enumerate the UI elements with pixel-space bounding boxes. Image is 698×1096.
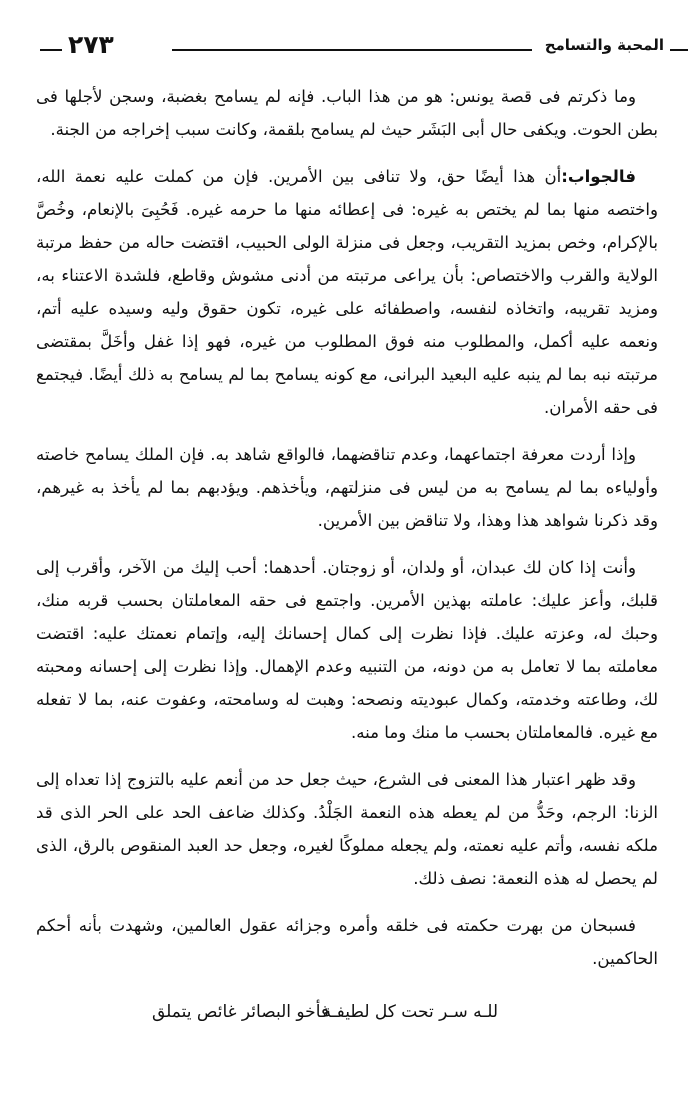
paragraph-4-text: وأنت إذا كان لك عبدان، أو ولدان، أو زوجتان. أحدهما: أحب إليك من الآخر، وأقرب إلى قلبك، وأعز عليك: عاملته بهذين الأمرين. واجتمع فى حقه المعاملتان بحسب قربه منك، وحبك له، وعزته عليك. فإذا نظرت إلى كمال إحسانك إليه، وإتمام نعمتك عليه: اقتضت معاملته بما لا تعامل به من دونه، من التنبيه وعدم الإهمال. وإذا نظرت إلى إحسانه ومحبته لك، وطاعته وخدمته، وكمال عبوديته ونصحه: وهبت له وسامحته، وعفوت عنه، بما لا تفعله مع غيره. فالمعاملتان بحسب ما منك وما منه. <box>36 558 658 742</box>
paragraph-6 <box>36 909 658 975</box>
paragraph-1 <box>36 80 658 146</box>
running-header <box>40 32 674 60</box>
header-rule-left <box>40 49 62 51</box>
body-text <box>36 80 658 989</box>
paragraph-1-text: وما ذكرتم فى قصة يونس: هو من هذا الباب. فإنه لم يسامح بغضبة، وسجن لأجلها فى بطن الحوت. ويكفى حال أبى البَشَر حيث لم يسامح بلقمة، وكانت سبب إخراجه من الجنة. <box>36 87 658 139</box>
poetry-verse <box>60 1002 638 1042</box>
paragraph-5-text: وقد ظهر اعتبار هذا المعنى فى الشرع، حيث جعل حد من أنعم عليه بالتزوج إذا تعداه إلى الزنا: الرجم، وحَدُّ من لم يعطه هذه النعمة الجَلْدُ. وكذلك ضاعف الحد على الحر الذى قد ملكه نفسه، وأتم عليه نعمته، ولم يجعله مملوكًا لغيره، وجعل حد العبد المنقوص بالرق، الذى لم يحصل له هذه النعمة: نصف ذلك. <box>36 770 658 888</box>
running-title: المحبة والتسامح <box>544 36 664 54</box>
paragraph-3-text: وإذا أردت معرفة اجتماعهما، وعدم تناقضهما، فالواقع شاهد به. فإن الملك يسامح خاصته وأولياءه بما لم يسامح به من ليس فى منزلتهم، ويأخذهم. ويؤدبهم بما لم يأخذ به غيرهم، وقد ذكرنا شواهد هذا وهذا، ولا تناقض بين الأمرين. <box>36 445 658 530</box>
verse-first-hemistich: للـه سـر تحت كل لطيفـة <box>322 1002 498 1022</box>
paragraph-4 <box>36 551 658 749</box>
paragraph-2-text: أن هذا أيضًا حق، ولا تنافى بين الأمرين. فإن من كملت عليه نعمة الله، واختصه منها بما لم يختص به غيره: فى إعطائه منها ما حرمه غيره. فَحُبِىَ بالإنعام، وخُصَّ بالإكرام، وخص بمزيد التقريب، وجعل فى منزلة الولى الحبيب، اقتضت حاله من حفظ مرتبة الولاية والقرب والاختصاص: بأن يراعى مرتبته من أدنى مشوش وقاطع، فلشدة الاعتناء به، ومزيد تقريبه، واتخاذه لنفسه، واصطفائه على غيره، تكون حقوق وليه وسيده عليه أتم، ونعمه عليه أكمل، والمطلوب منه فوق المطلوب من غيره، فهو إذا غفل وأخَلَّ بمقتضى مرتبته نبه بما لم ينبه عليه البعيد البرانى، مع كونه يسامح بما لم يسامح به ذلك أيضًا. فيجتمع فى حقه الأمران. <box>36 167 658 417</box>
page-number: ٢٧٣ <box>68 30 114 59</box>
paragraph-2 <box>36 160 658 424</box>
verse-second-hemistich: فأخو البصائر غائص يتملق <box>152 1002 329 1022</box>
paragraph-6-text: فسبحان من بهرت حكمته فى خلقه وأمره وجزائه عقول العالمين، وشهدت بأنه أحكم الحاكمين. <box>36 916 658 968</box>
paragraph-3 <box>36 438 658 537</box>
header-rule-right <box>670 49 688 51</box>
header-rule <box>172 49 532 51</box>
paragraph-2-lead: فالجواب: <box>561 167 636 186</box>
paragraph-5 <box>36 763 658 895</box>
